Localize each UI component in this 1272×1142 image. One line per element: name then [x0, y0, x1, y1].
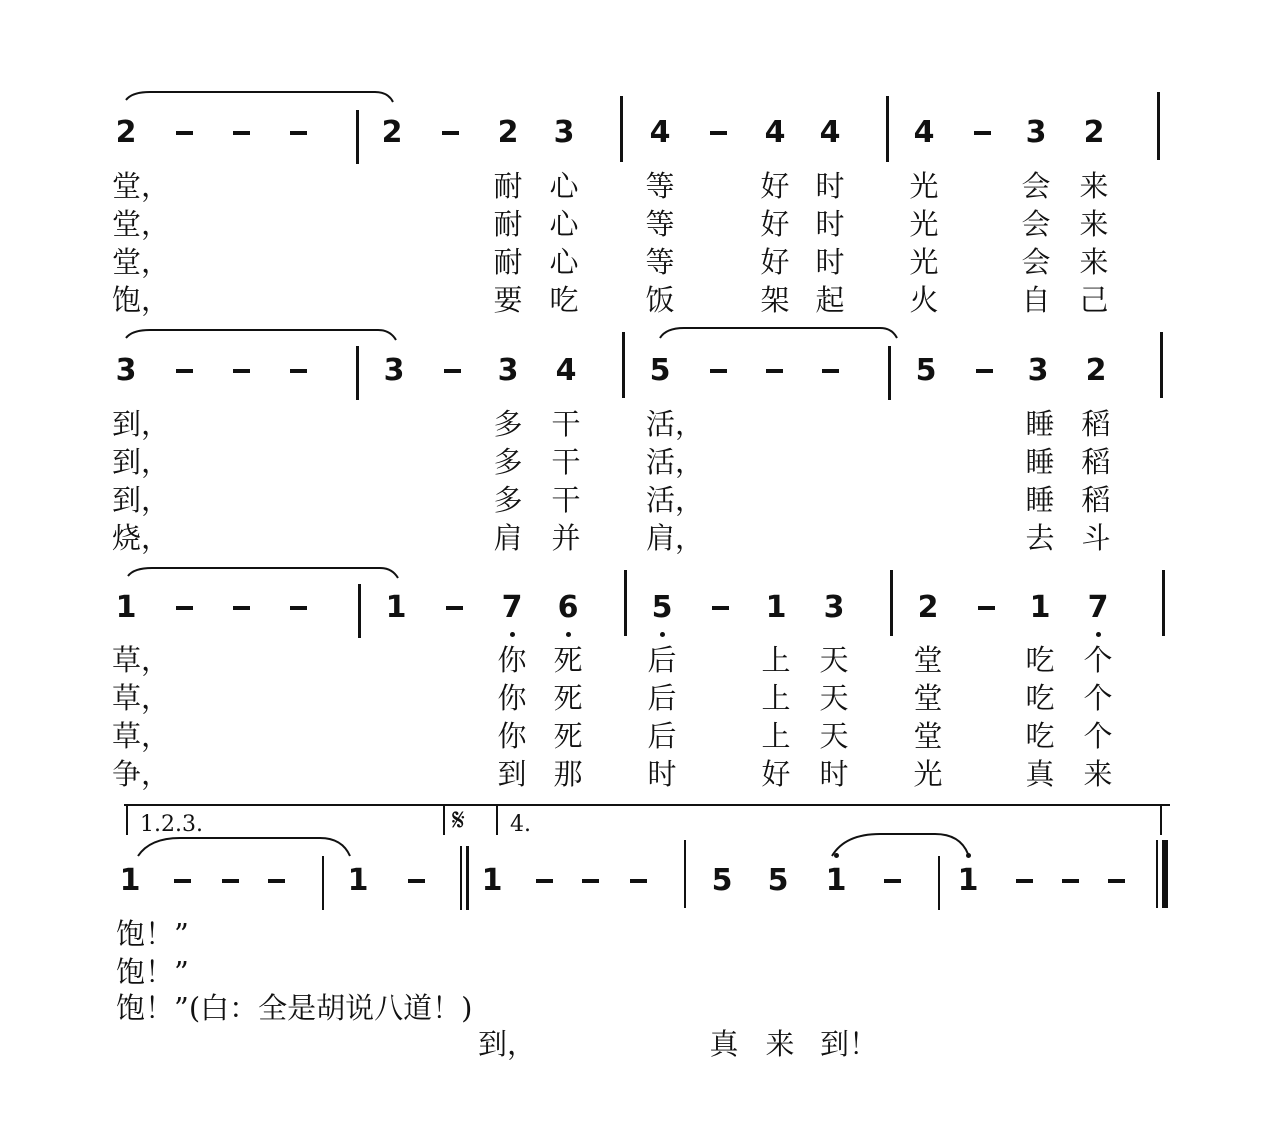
barline	[890, 570, 893, 636]
lyric: 草，	[112, 719, 171, 753]
repeat-bar-thick	[466, 846, 469, 910]
lyric: 烧，	[112, 521, 171, 555]
lyric: 会	[1021, 169, 1051, 203]
note: 1	[957, 863, 979, 898]
lyric: 等	[645, 207, 675, 241]
lyric: 来	[1083, 757, 1113, 791]
dash	[290, 131, 307, 135]
lyric: 天	[819, 719, 849, 753]
note: 2	[917, 590, 939, 625]
note: 1	[481, 863, 503, 898]
barline	[684, 840, 686, 908]
note: 4	[764, 115, 786, 150]
barline	[888, 346, 891, 400]
lyric: 稻	[1081, 483, 1111, 517]
lyric: 堂，	[112, 245, 171, 279]
segno-icon: 𝄋	[452, 803, 465, 838]
note: 4	[649, 115, 671, 150]
lyric: 多	[493, 445, 523, 479]
note: 1	[1029, 590, 1051, 625]
lyric: 稻	[1081, 445, 1111, 479]
lyric: 草，	[112, 681, 171, 715]
lyric: 耐	[493, 207, 523, 241]
lyric: 来	[1079, 207, 1109, 241]
lyric: 好	[760, 207, 790, 241]
lyric: 会	[1021, 207, 1051, 241]
note: 1	[825, 863, 847, 898]
dash	[536, 879, 553, 883]
lyric: 你	[497, 681, 527, 715]
note: 2	[115, 115, 137, 150]
high-octave-dot	[834, 853, 839, 858]
note: 2	[497, 115, 519, 150]
volta-2-label: 4.	[510, 812, 531, 837]
lyric: 后	[647, 719, 677, 753]
lyric: 活，	[646, 483, 705, 517]
repeat-bar-thin	[460, 846, 462, 910]
high-octave-dot	[966, 853, 971, 858]
dash	[710, 131, 727, 135]
lyric: 后	[647, 681, 677, 715]
lyric: 时	[815, 169, 845, 203]
note: 4	[555, 353, 577, 388]
lyric: 到！	[820, 1027, 879, 1061]
dash	[233, 606, 250, 610]
note: 3	[115, 353, 137, 388]
note: 3	[823, 590, 845, 625]
lyric: 真	[1025, 757, 1055, 791]
lyric: 堂	[913, 719, 943, 753]
lyric: 干	[551, 407, 581, 441]
lyric: 饱！”	[116, 955, 189, 989]
barline	[1162, 570, 1165, 636]
note: 3	[1025, 115, 1047, 150]
lyric: 后	[647, 643, 677, 677]
lyric: 时	[815, 245, 845, 279]
lyric: 天	[819, 681, 849, 715]
tie-s1	[126, 92, 393, 102]
note: 5	[711, 863, 733, 898]
lyric: 吃	[1025, 681, 1055, 715]
lyric: 死	[553, 643, 583, 677]
lyric: 时	[815, 207, 845, 241]
dash	[174, 879, 191, 883]
slur-s2-5	[660, 328, 897, 338]
lyric: 个	[1083, 719, 1113, 753]
low-octave-dot	[660, 632, 665, 637]
lyric: 时	[819, 757, 849, 791]
dash	[712, 606, 729, 610]
barline	[620, 96, 623, 162]
dash	[290, 369, 307, 373]
lyric: 到，	[112, 445, 171, 479]
dash	[222, 879, 239, 883]
lyric: 等	[645, 169, 675, 203]
note: 2	[1085, 353, 1107, 388]
lyric: 那	[553, 757, 583, 791]
lyric: 等	[645, 245, 675, 279]
note: 5	[915, 353, 937, 388]
dash	[290, 606, 307, 610]
lyric: 饱！”(白：全是胡说八道！)	[116, 991, 473, 1025]
lyric: 真	[709, 1027, 739, 1061]
lyric: 自	[1021, 283, 1051, 317]
lyric: 到，	[478, 1027, 537, 1061]
tie-s4	[138, 838, 350, 856]
note: 4	[819, 115, 841, 150]
lyric: 睡	[1025, 445, 1055, 479]
note: 1	[765, 590, 787, 625]
lyric: 架	[760, 283, 790, 317]
lyric: 起	[815, 283, 845, 317]
lyric: 吃	[1025, 719, 1055, 753]
lyric: 天	[819, 643, 849, 677]
dash	[268, 879, 285, 883]
barline	[624, 570, 627, 636]
lyric: 心	[549, 207, 579, 241]
dash	[442, 131, 459, 135]
lyric: 争，	[112, 757, 171, 791]
lyric: 睡	[1025, 407, 1055, 441]
dash	[976, 369, 993, 373]
lyric: 好	[760, 169, 790, 203]
barline	[938, 856, 940, 910]
note: 5	[767, 863, 789, 898]
lyric: 堂，	[112, 207, 171, 241]
barline	[622, 332, 625, 398]
lyric: 要	[493, 283, 523, 317]
lyric: 上	[761, 681, 791, 715]
lyric: 并	[551, 521, 581, 555]
lyric: 多	[493, 407, 523, 441]
lyric: 堂，	[112, 169, 171, 203]
lyric: 耐	[493, 169, 523, 203]
lyric: 到	[497, 757, 527, 791]
lyric: 饱，	[112, 283, 171, 317]
dash	[582, 879, 599, 883]
lyric: 多	[493, 483, 523, 517]
dash	[1108, 879, 1125, 883]
lyric: 光	[909, 169, 939, 203]
lyric: 肩，	[646, 521, 705, 555]
lyric: 吃	[1025, 643, 1055, 677]
dash	[1016, 879, 1033, 883]
barline	[356, 346, 359, 400]
dash	[233, 369, 250, 373]
low-octave-dot	[1096, 632, 1101, 637]
lyric: 光	[909, 207, 939, 241]
note: 4	[913, 115, 935, 150]
dash	[408, 879, 425, 883]
barline	[356, 110, 359, 164]
lyric: 上	[761, 643, 791, 677]
dash	[233, 131, 250, 135]
lyric: 活，	[646, 445, 705, 479]
dash	[1062, 879, 1079, 883]
note: 7	[501, 590, 523, 625]
lyric: 去	[1025, 521, 1055, 555]
lyric: 稻	[1081, 407, 1111, 441]
note: 1	[119, 863, 141, 898]
lyric: 心	[549, 245, 579, 279]
barline	[358, 584, 361, 638]
tie-s3	[128, 568, 398, 578]
lyric: 饭	[645, 283, 675, 317]
lyric: 耐	[493, 245, 523, 279]
lyric: 堂	[913, 681, 943, 715]
lyric: 斗	[1081, 521, 1111, 555]
lyric: 个	[1083, 681, 1113, 715]
lyric: 活，	[646, 407, 705, 441]
lyric: 己	[1079, 283, 1109, 317]
note: 1	[347, 863, 369, 898]
lyric: 到，	[112, 407, 171, 441]
lyric: 堂	[913, 643, 943, 677]
barline	[1160, 332, 1163, 398]
dash	[974, 131, 991, 135]
dash	[176, 606, 193, 610]
dash	[822, 369, 839, 373]
note: 3	[497, 353, 519, 388]
note: 7	[1087, 590, 1109, 625]
note: 3	[553, 115, 575, 150]
lyric: 肩	[493, 521, 523, 555]
lyric: 干	[551, 445, 581, 479]
note: 2	[1083, 115, 1105, 150]
lyric: 会	[1021, 245, 1051, 279]
barline	[1157, 92, 1160, 160]
dash	[176, 131, 193, 135]
lyric: 草，	[112, 643, 171, 677]
lyric: 个	[1083, 643, 1113, 677]
dash	[630, 879, 647, 883]
slur-s4-hi	[832, 834, 968, 856]
tie-s2	[126, 330, 396, 340]
volta-1-label: 1.2.3.	[140, 812, 203, 837]
lyric: 来	[765, 1027, 795, 1061]
low-octave-dot	[566, 632, 571, 637]
note: 1	[115, 590, 137, 625]
lyric: 到，	[112, 483, 171, 517]
lyric: 你	[497, 719, 527, 753]
lyric: 干	[551, 483, 581, 517]
lyric: 死	[553, 719, 583, 753]
dash	[710, 369, 727, 373]
lyric: 火	[909, 283, 939, 317]
note: 5	[649, 353, 671, 388]
dash	[176, 369, 193, 373]
dash	[446, 606, 463, 610]
dash	[884, 879, 901, 883]
barline	[886, 96, 889, 162]
lyric: 好	[760, 245, 790, 279]
lyric: 光	[913, 757, 943, 791]
lyric: 吃	[549, 283, 579, 317]
final-bar-thin	[1156, 840, 1158, 908]
lyric: 睡	[1025, 483, 1055, 517]
low-octave-dot	[510, 632, 515, 637]
lyric: 饱！”	[116, 917, 189, 951]
lyric: 来	[1079, 169, 1109, 203]
dash	[978, 606, 995, 610]
note: 6	[557, 590, 579, 625]
lyric: 你	[497, 643, 527, 677]
lyric: 来	[1079, 245, 1109, 279]
note: 5	[651, 590, 673, 625]
lyric: 时	[647, 757, 677, 791]
note: 1	[385, 590, 407, 625]
lyric: 好	[761, 757, 791, 791]
barline	[322, 856, 324, 910]
note: 3	[1027, 353, 1049, 388]
lyric: 心	[549, 169, 579, 203]
note: 2	[381, 115, 403, 150]
dash	[766, 369, 783, 373]
lyric: 上	[761, 719, 791, 753]
note: 3	[383, 353, 405, 388]
lyric: 死	[553, 681, 583, 715]
final-bar-thick	[1162, 840, 1168, 908]
dash	[444, 369, 461, 373]
lyric: 光	[909, 245, 939, 279]
